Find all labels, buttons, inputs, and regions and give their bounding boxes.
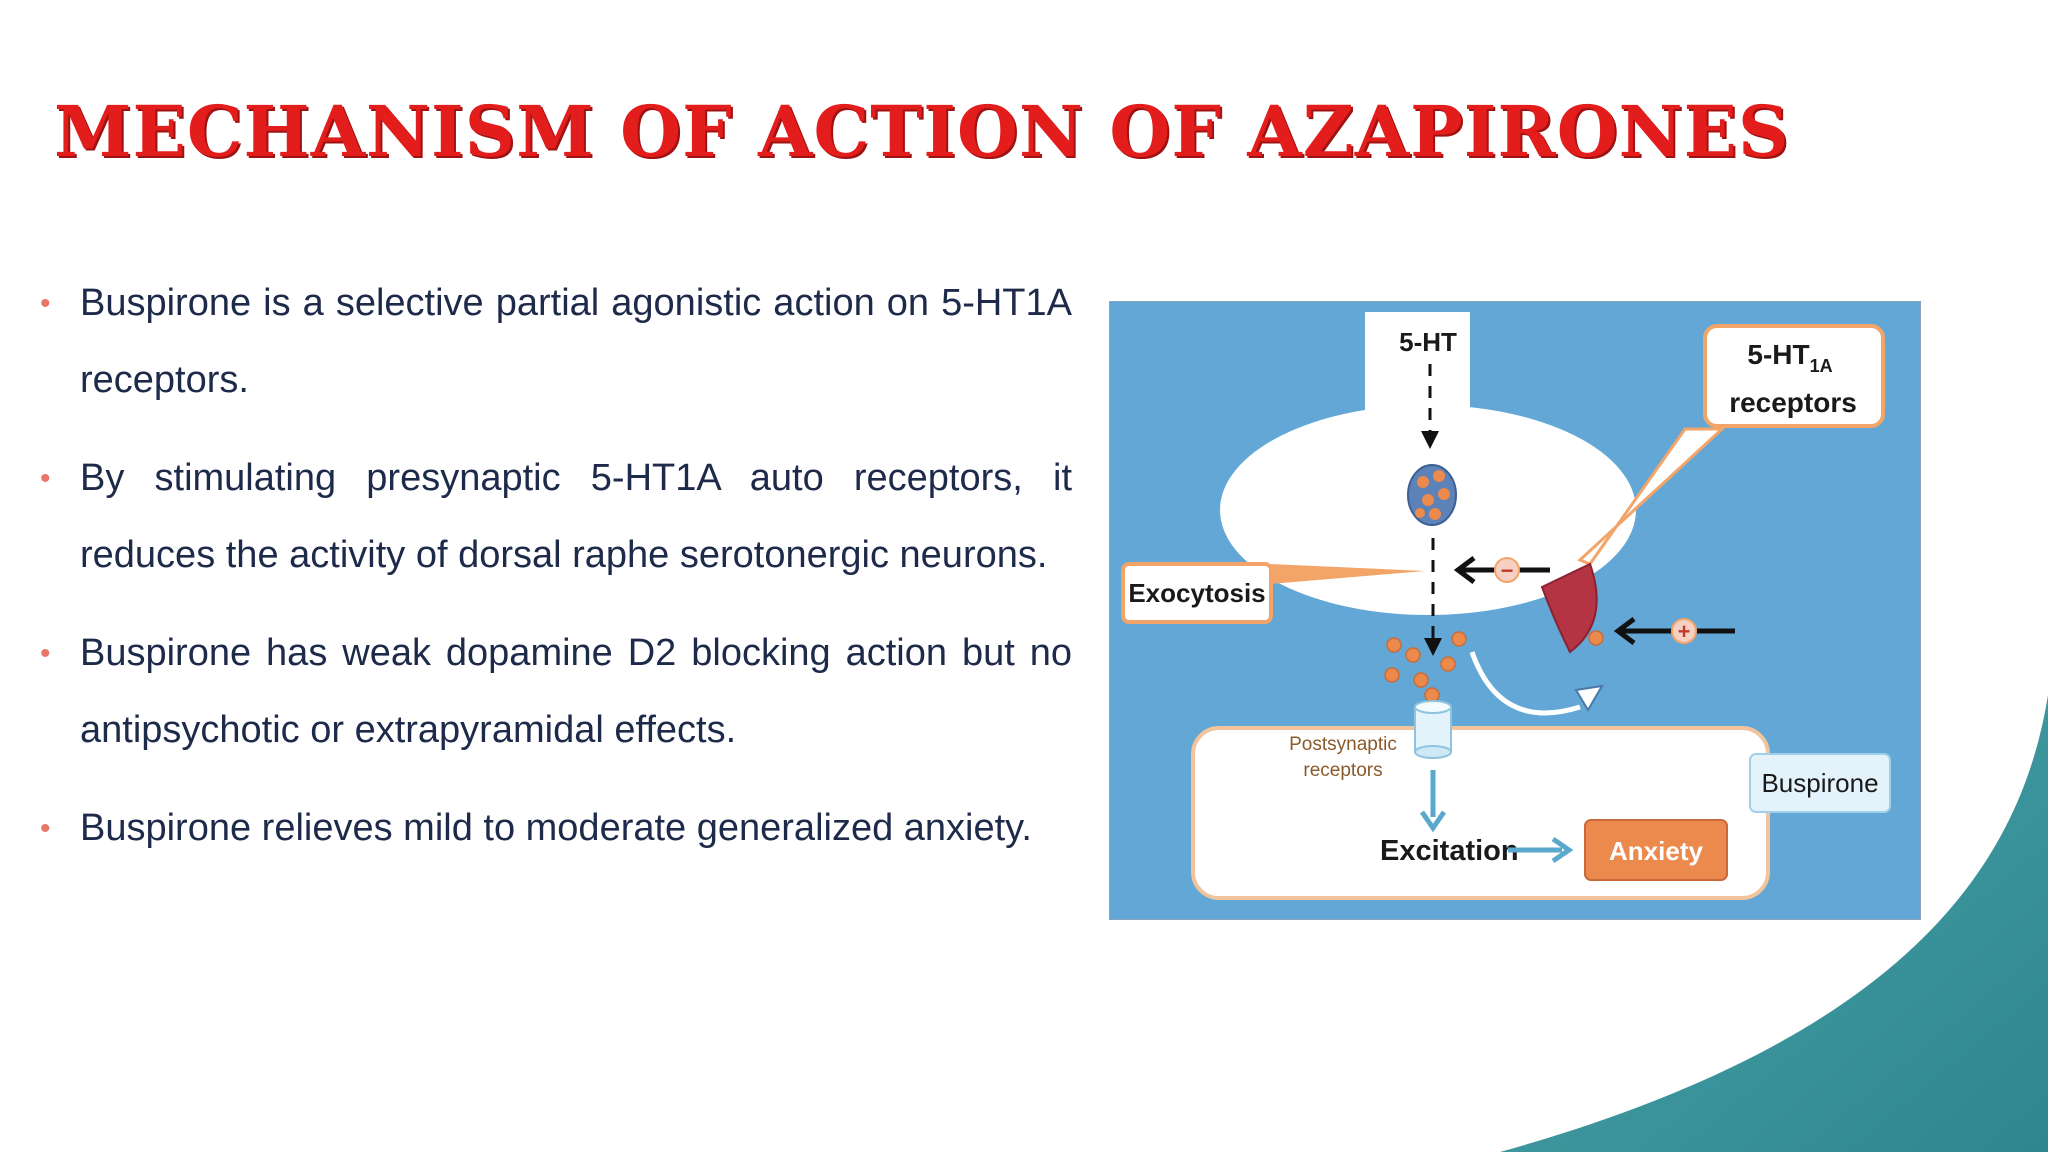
bullet-item <box>40 615 1072 769</box>
anxiety-label: Anxiety <box>1609 836 1703 866</box>
label-5ht: 5-HT <box>1399 327 1457 357</box>
bullet-item <box>40 265 1072 419</box>
plus-sign: + <box>1677 619 1691 644</box>
postsynaptic-receptor-icon <box>1415 701 1451 758</box>
bullet-dot: • <box>40 637 51 670</box>
bullet-text: Buspirone relieves mild to moderate generalized anxiety. <box>80 807 1032 849</box>
vesicle-icon <box>1408 465 1456 525</box>
bullet-dot: • <box>40 287 51 320</box>
bullet-text: By stimulating presynaptic 5-HT1A auto receptors, it reduces the activity of dorsal raphe serotonergic neurons. <box>80 457 1072 576</box>
buspirone-label: Buspirone <box>1761 768 1879 798</box>
bullet-dot: • <box>40 462 51 495</box>
receptor-callout-line2: receptors <box>1729 387 1857 418</box>
excitation-label: Excitation <box>1380 835 1519 867</box>
bullet-item <box>40 440 1072 594</box>
bullet-item <box>40 790 1072 867</box>
postsynaptic-label-line2: receptors <box>1303 760 1383 781</box>
bullet-text: Buspirone is a selective partial agonistic action on 5-HT1A receptors. <box>80 282 1072 401</box>
bullet-list <box>40 265 1072 888</box>
postsynaptic-label-line1: Postsynaptic <box>1289 734 1397 755</box>
slide-title: MECHANISM OF ACTION OF AZAPIRONES <box>54 90 1790 173</box>
mechanism-diagram <box>1109 301 1921 920</box>
exocytosis-label: Exocytosis <box>1128 578 1266 608</box>
receptor-callout-line1: $5-HT_{1A}$ <box>1747 339 1833 376</box>
bullet-dot: • <box>40 812 51 845</box>
buspirone-molecule-icon <box>1589 631 1603 645</box>
bullet-text: Buspirone has weak dopamine D2 blocking action but no antipsychotic or extrapyramidal effects. <box>80 632 1072 751</box>
minus-sign: − <box>1500 558 1514 583</box>
